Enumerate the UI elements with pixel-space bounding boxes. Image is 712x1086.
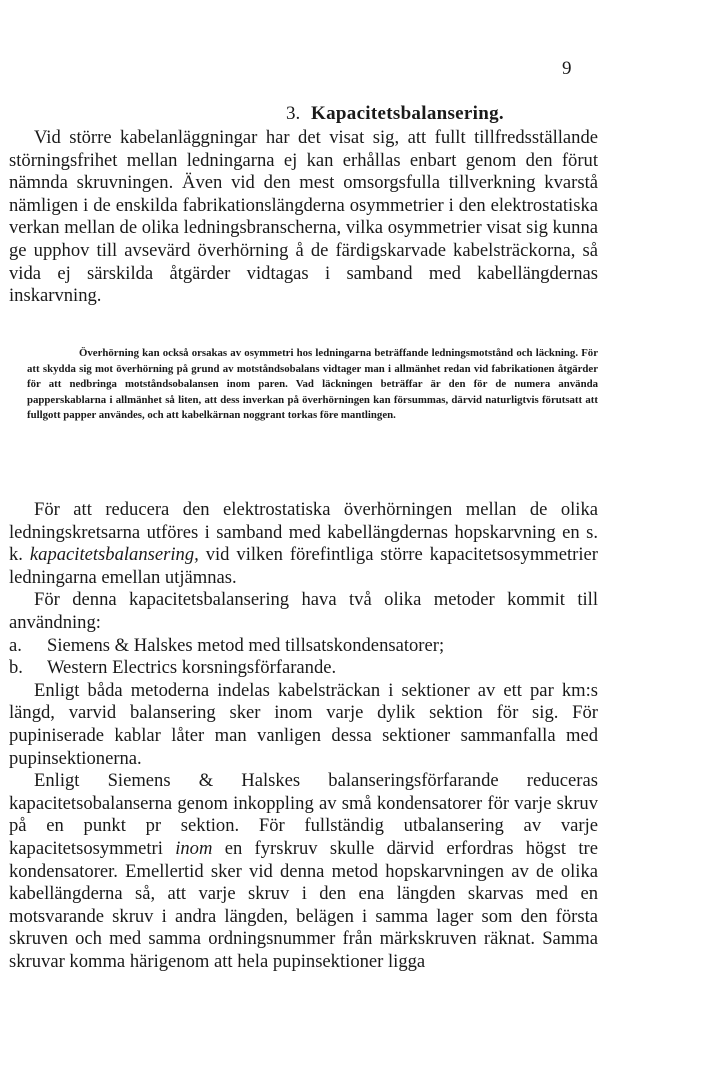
section-number: 3. bbox=[286, 103, 301, 124]
footnote-block: Överhörning kan också orsakas av osymmetri hos ledningarna beträffande ledningsmotstånd och läckning. För att skydda sig mot överhörning på grund av motståndsobalans vidtager man i allmänhet redan vid fabrikationen åtgärder för att nedbringa motståndsobalansen inom paren. Vad läckningen beträffar är den för de numera använda papperskablarna i allmänhet så liten, att dess inverkan på överhörningen kan försummas, därvid naturligtvis förutsatt att fullgott papper användes, och att kabelkärnan noggrant torkas före mantlingen. bbox=[27, 347, 598, 421]
paragraph-balancing bbox=[9, 499, 598, 589]
method-marker: a. bbox=[9, 634, 22, 656]
paragraph-siemens-after: en fyrskruv skulle därvid erfordras högst tre kondensatorer. Emellertid sker vid denna metod hopskarvningen av de olika kabellängderna så, att varje skruv i den ena längden skarvas med en motsvarande skruv i andra längden, belägen i samma lager som den första skruven och med samma ordningsnummer från märkskruven räknat. Samma skruvar komma härigenom att hela pupinsektioner ligga bbox=[9, 837, 598, 972]
section-heading bbox=[0, 103, 712, 125]
method-text: Western Electrics korsningsförfarande. bbox=[47, 657, 337, 679]
term-inom: inom bbox=[175, 837, 213, 859]
method-item bbox=[9, 657, 598, 680]
section-title: Kapacitetsbalansering. bbox=[311, 103, 504, 124]
paragraph-balancing-after: vid vilken förefintliga större kapacitetsosymmetrier ledningarna emellan utjämnas. bbox=[9, 544, 598, 588]
paragraph-methods-intro: För denna kapacitetsbalansering hava två olika metoder kommit till användning: bbox=[9, 589, 598, 633]
method-item bbox=[9, 635, 598, 658]
term-kapacitetsbalansering: kapacitetsbalansering, bbox=[29, 544, 199, 566]
page-number: 9 bbox=[562, 58, 572, 79]
paragraph-sections: Enligt båda metoderna indelas kabelsträckan i sektioner av ett par km:s längd, varvid balansering sker inom varje dylik sektion för sig. För pupiniserade kablar låter man vanligen dessa sektioner sammanfalla med pupinsektionerna. bbox=[9, 679, 598, 769]
paragraph-siemens-before: Enligt Siemens & Halskes balanseringsförfarande reduceras kapacitetsobalanserna genom inkoppling av små kondensatorer för varje skruv på en punkt pr sektion. För fullständig utbalansering av varje kapacitetsosymmetri bbox=[9, 770, 598, 859]
paragraph-siemens bbox=[9, 770, 598, 973]
body-continued bbox=[9, 499, 598, 973]
paragraph-balancing-before: För att reducera den elektrostatiska överhörningen mellan de olika ledningskretsarna utföres i samband med kabellängdernas hopskarvning en s. k. bbox=[9, 499, 598, 566]
paragraph-intro: Vid större kabelanläggningar har det visat sig, att fullt tillfredsställande störningsfrihet mellan ledningarna ej kan erhållas enbart genom den förut nämnda skruvningen. Även vid den mest omsorgsfulla tillverkning kvarstå nämligen i de enskilda fabrikationslängderna osymmetrier i den elektrostatiska verkan mellan de olika ledningsbranscherna, vilka osymmetrier visat sig kunna ge upphov till avsevärd överhörning å de färdigskarvade kabelsträckorna, så vida ej särskilda åtgärder vidtagas i samband med kabellängdernas inskarvning. bbox=[9, 127, 598, 307]
method-marker: b. bbox=[9, 657, 23, 679]
method-text: Siemens & Halskes metod med tillsatskondensatorer; bbox=[47, 634, 445, 656]
